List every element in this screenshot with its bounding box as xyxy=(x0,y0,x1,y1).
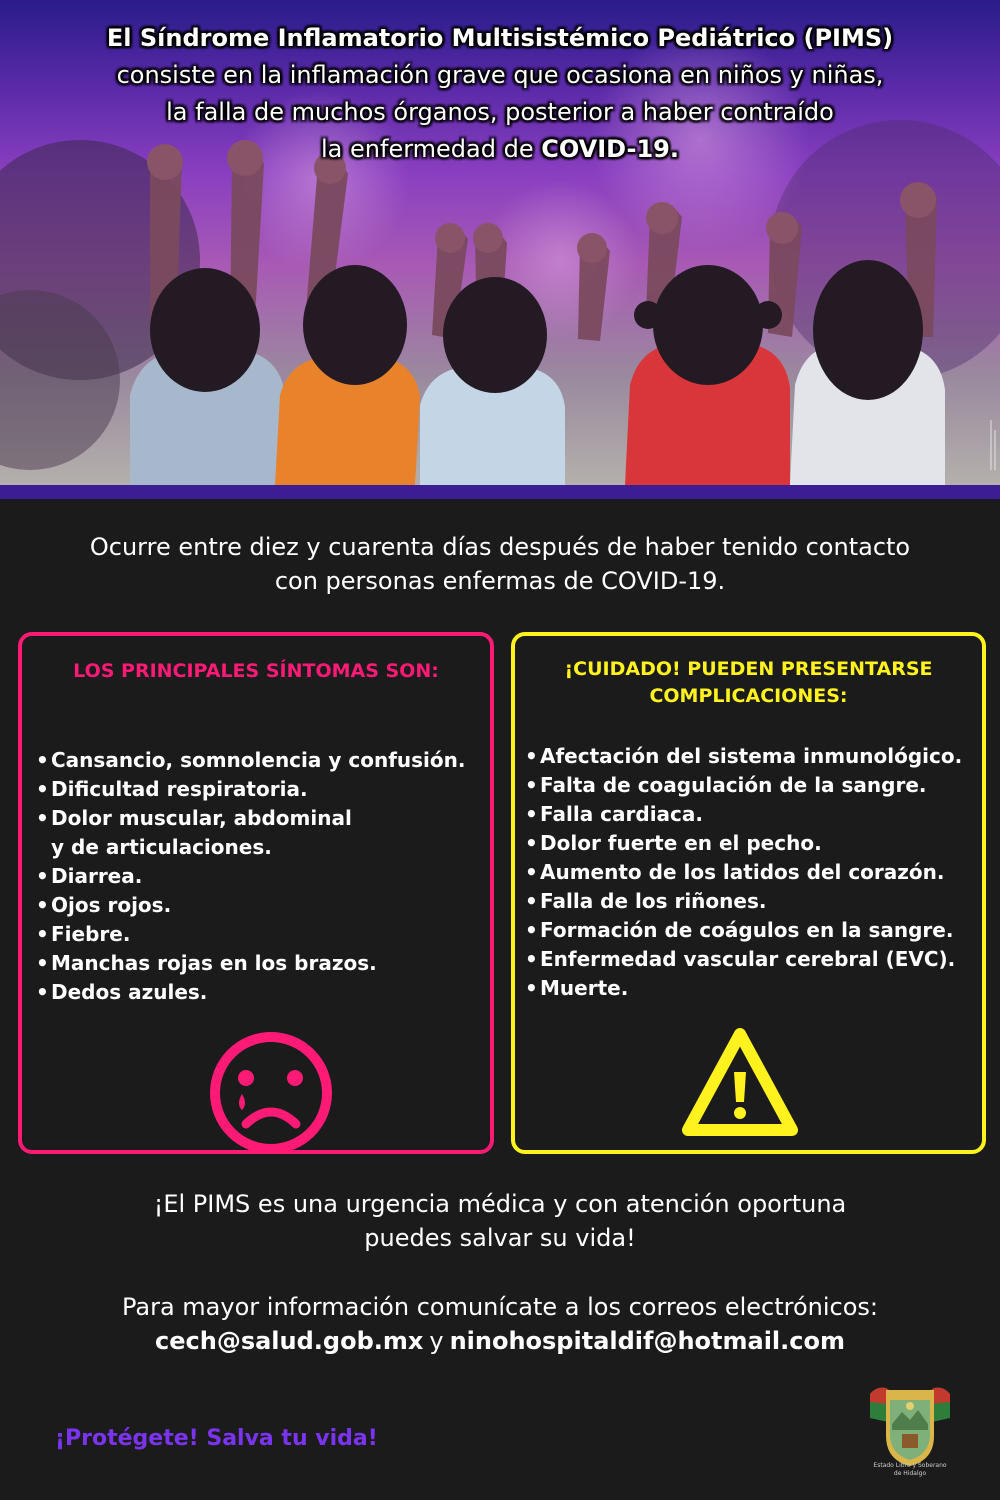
complications-panel xyxy=(511,632,986,1154)
hero-line-4-prefix: la enfermedad de xyxy=(321,135,534,163)
complications-title xyxy=(515,656,982,710)
hero-banner xyxy=(0,0,1000,485)
contact-intro: Para mayor información comunícate a los correos electrónicos: xyxy=(122,1293,878,1321)
complications-list xyxy=(525,742,985,1003)
symptoms-list xyxy=(36,746,496,1007)
divider-band xyxy=(0,485,1000,499)
symptom-item: • Ojos rojos. xyxy=(36,891,496,920)
hero-line-4 xyxy=(0,131,1000,168)
symptoms-panel xyxy=(18,632,494,1154)
hero-covid-label: COVID-19. xyxy=(541,135,679,163)
warning-icon xyxy=(678,1024,802,1142)
sad-face-icon xyxy=(206,1028,336,1158)
complication-item: • Muerte. xyxy=(525,974,985,1003)
symptom-item: • Dedos azules. xyxy=(36,978,496,1007)
email-hospital-link[interactable]: ninohospitaldif@hotmail.com xyxy=(449,1327,845,1355)
email-cech-link[interactable]: cech@salud.gob.mx xyxy=(155,1327,424,1355)
hero-title: El Síndrome Inflamatorio Multisistémico Pediátrico (PIMS) xyxy=(106,24,894,52)
onset-statement xyxy=(0,530,1000,598)
seal-caption xyxy=(852,1462,968,1478)
complication-item: • Falla cardiaca. xyxy=(525,800,985,829)
urgency-message xyxy=(0,1187,1000,1255)
seal-caption-line-2: de Hidalgo xyxy=(893,1470,927,1477)
complication-item: • Falta de coagulación de la sangre. xyxy=(525,771,985,800)
symptoms-title: LOS PRINCIPALES SÍNTOMAS SON: xyxy=(73,660,439,682)
symptom-item: • Cansancio, somnolencia y confusión. xyxy=(36,746,496,775)
complication-item: • Enfermedad vascular cerebral (EVC). xyxy=(525,945,985,974)
onset-line-2: con personas enfermas de COVID-19. xyxy=(274,567,726,595)
hero-line-2: consiste en la inflamación grave que ocasiona en niños y niñas, xyxy=(116,61,884,89)
complication-item: • Formación de coágulos en la sangre. xyxy=(525,916,985,945)
complications-title-line-1: ¡CUIDADO! PUEDEN PRESENTARSE xyxy=(564,658,933,680)
urgency-line-1: ¡El PIMS es una urgencia médica y con atención oportuna xyxy=(153,1190,847,1218)
seal-caption-line-1: Estado Libre y Soberano xyxy=(873,1462,947,1469)
complication-item: • Afectación del sistema inmunológico. xyxy=(525,742,985,771)
hero-description xyxy=(0,20,1000,168)
symptom-item: • Manchas rojas en los brazos. xyxy=(36,949,496,978)
contact-info xyxy=(0,1290,1000,1358)
onset-line-1: Ocurre entre diez y cuarenta días después de haber tenido contacto xyxy=(89,533,911,561)
hero-line-3: la falla de muchos órganos, posterior a haber contraído xyxy=(166,98,834,126)
email-joiner: y xyxy=(429,1327,444,1355)
symptom-item: • Dificultad respiratoria. xyxy=(36,775,496,804)
complications-title-line-2: COMPLICACIONES: xyxy=(649,685,848,707)
symptom-item: • Diarrea. xyxy=(36,862,496,891)
symptom-item: • Dolor muscular, abdominal y de articulaciones. xyxy=(36,804,496,862)
complication-item: • Aumento de los latidos del corazón. xyxy=(525,858,985,887)
complication-item: • Dolor fuerte en el pecho. xyxy=(525,829,985,858)
slogan: ¡Protégete! Salva tu vida! xyxy=(55,1426,378,1451)
contact-emails xyxy=(0,1324,1000,1358)
urgency-line-2: puedes salvar su vida! xyxy=(364,1224,636,1252)
photo-credit-mark xyxy=(988,420,998,470)
symptom-item: • Fiebre. xyxy=(36,920,496,949)
state-coat-of-arms-icon xyxy=(862,1376,958,1476)
complication-item: • Falla de los riñones. xyxy=(525,887,985,916)
